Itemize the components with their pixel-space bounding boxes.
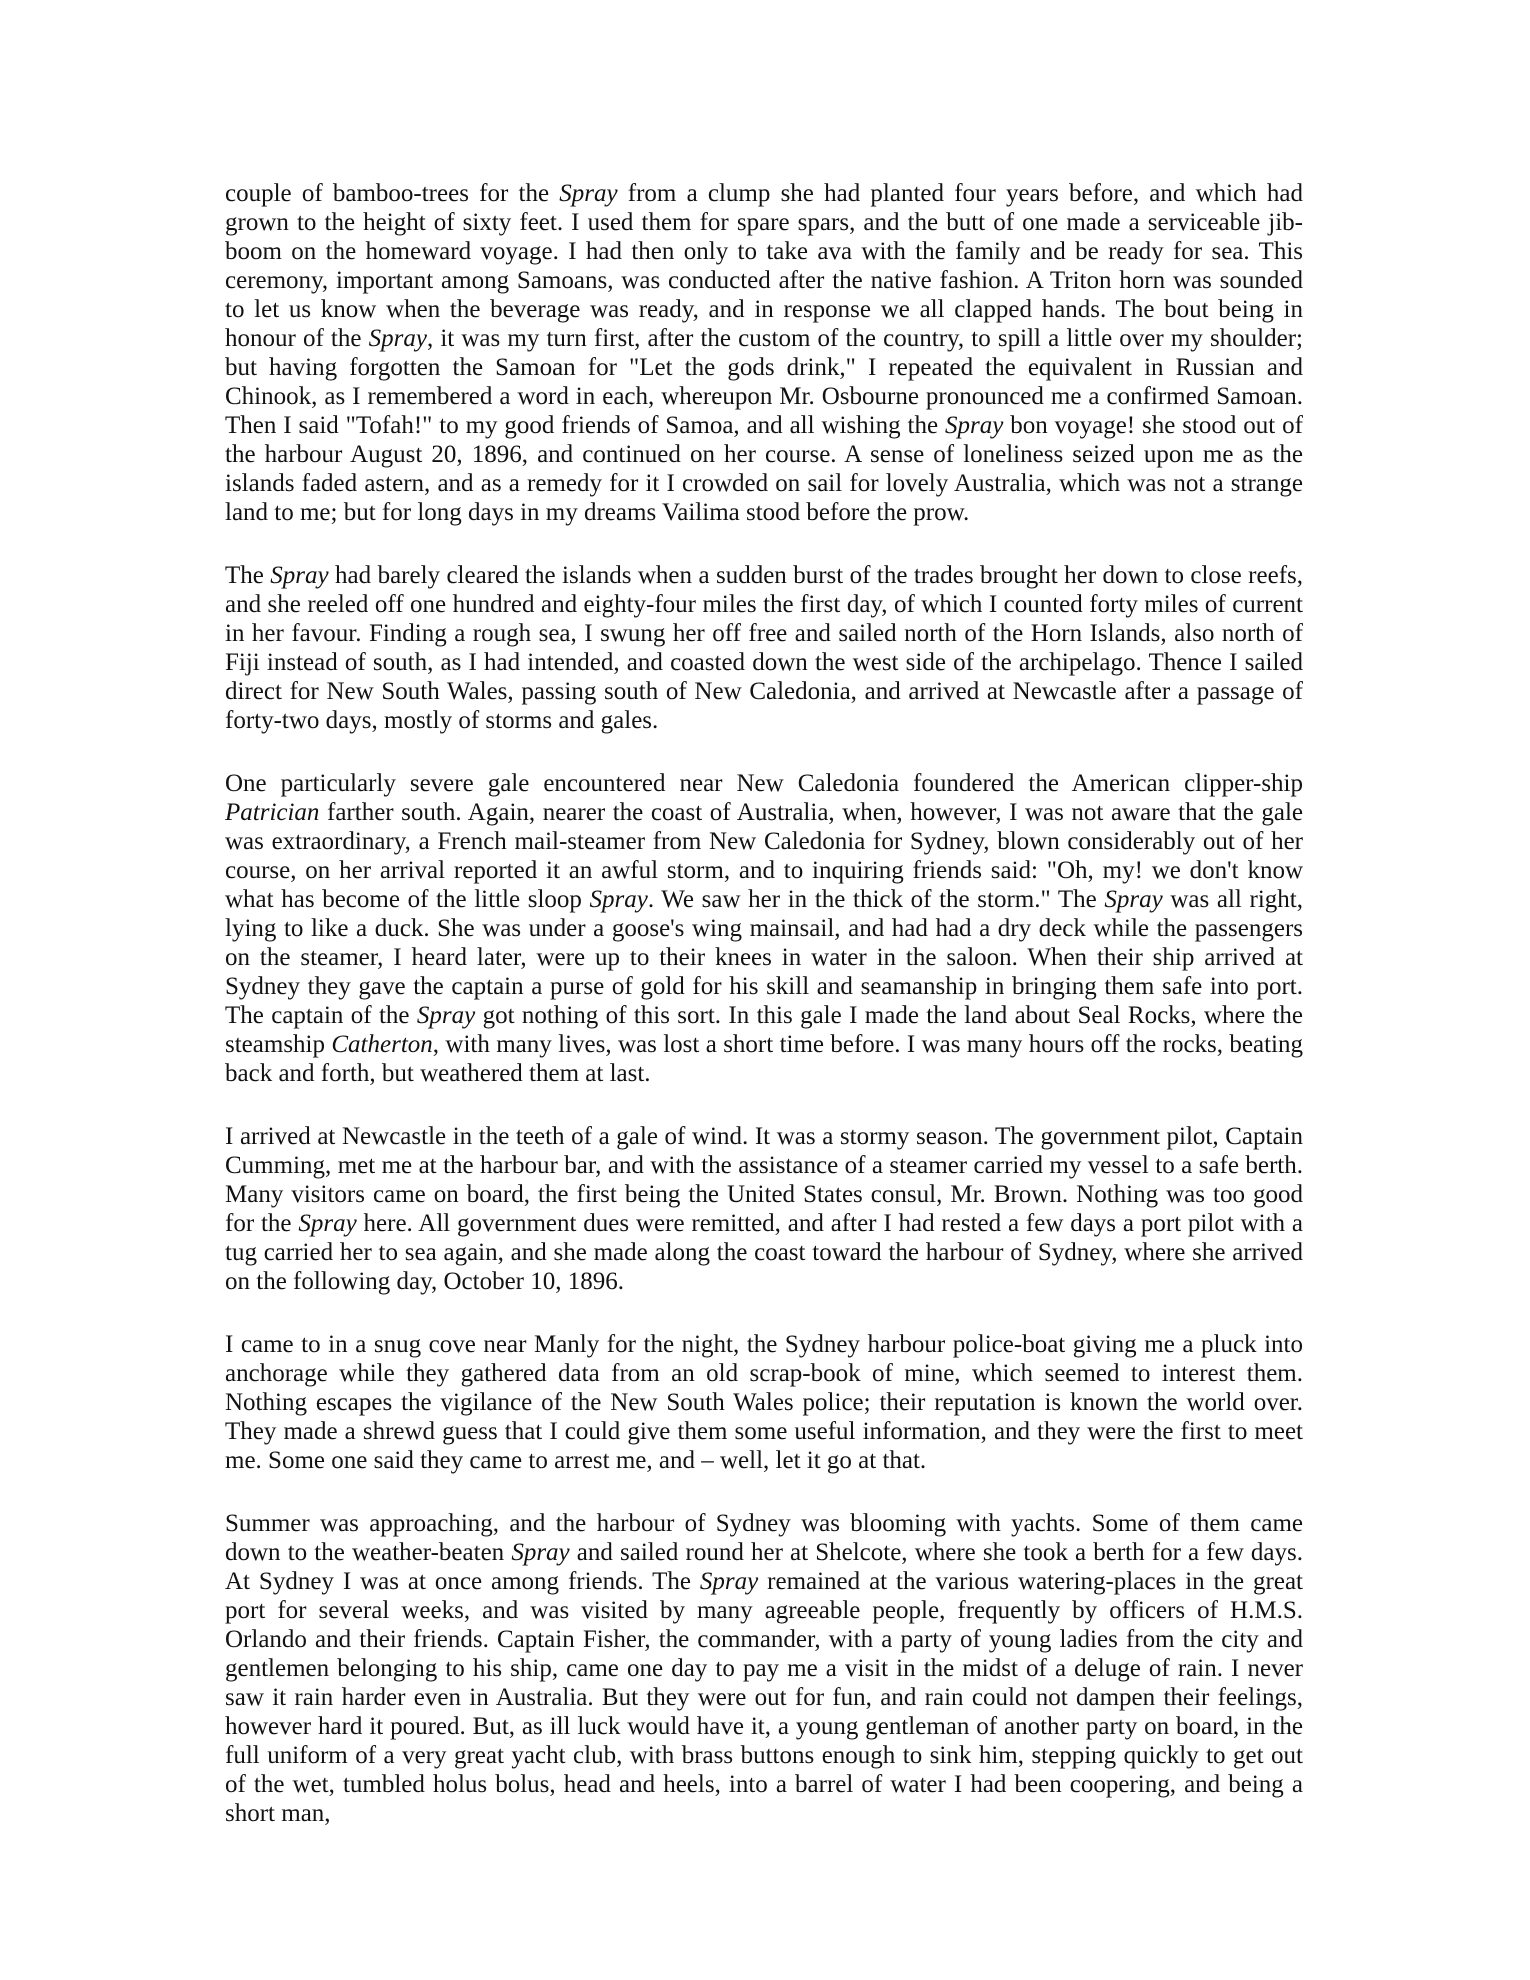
ship-name-italic: Spray [270,562,329,589]
text-run: The [225,562,271,589]
text-run: bon voyage! she stood out of the harbour August 20, 1896, and continued on her course. A sense of loneliness seized upon me as the islands faded astern, and as a remedy for it I crowded on sail for lovely Australia, which was not a strange land to me; but for long days in my dreams Vailima stood before the prow. [225,412,1303,526]
ship-name-italic: Spray [699,1568,759,1595]
ship-name-italic: Spray [298,1210,357,1237]
paragraph [225,769,1303,1088]
ship-name-italic: Spray [368,325,427,352]
text-run: One particularly severe gale encountered near New Caledonia foundered the American clipper-ship [225,770,1303,797]
text-run: I arrived at Newcastle in the teeth of a gale of wind. It was a stormy season. The government pilot, Captain Cumming, met me at the harbour bar, and with the assistance of a steamer carried my vessel to a safe berth. Many visitors came on board, the first being the United States consul, Mr. Brown. Nothing was too good for the [225,1123,1303,1237]
ship-name-italic: Spray [944,412,1004,439]
ship-name-italic: Spray [1104,886,1163,913]
ship-name-italic: Catherton [331,1031,433,1058]
ship-name-italic: Spray [559,180,618,207]
text-run: from a clump she had planted four years before, and which had grown to the height of sixty feet. I used them for spare spars, and the butt of one made a serviceable jib-boom on the homeward voyage. I had then only to take ava with the family and be ready for sea. This ceremony, important among Samoans, was conducted after the native fashion. A Triton horn was sounded to let us know when the beverage was ready, and in response we all clapped hands. The bout being in honour of the [225,180,1304,352]
text-run: I came to in a snug cove near Manly for the night, the Sydney harbour police-boat giving me a pluck into anchorage while they gathered data from an old scrap-book of mine, which seemed to interest them. Nothing escapes the vigilance of the New South Wales police; their reputation is known the world over. They made a shrewd guess that I could give them some useful information, and they were the first to meet me. Some one said they came to arrest me, and – well, let it go at that. [225,1331,1303,1474]
text-run: remained at the various watering-places in the great port for several weeks, and was visited by many agreeable people, frequently by officers of H.M.S. Orlando and their friends. Captain Fisher, the commander, with a party of young ladies from the city and gentlemen belonging to his ship, came one day to pay me a visit in the midst of a deluge of rain. I never saw it rain harder even in Australia. But they were out for fun, and rain could not dampen their feelings, however hard it poured. But, as ill luck would have it, a young gentleman of another party on board, in the full uniform of a very great yacht club, with brass buttons enough to sink him, stepping quickly to get out of the wet, tumbled holus bolus, head and heels, into a barrel of water I had been coopering, and being a short man, [225,1568,1303,1827]
text-run: had barely cleared the islands when a sudden burst of the trades brought her down to close reefs, and she reeled off one hundred and eighty-four miles the first day, of which I counted forty miles of current in her favour. Finding a rough sea, I swung her off free and sailed north of the Horn Islands, also north of Fiji instead of south, as I had intended, and coasted down the west side of the archipelago. Thence I sailed direct for New South Wales, passing south of New Caledonia, and arrived at Newcastle after a passage of forty-two days, mostly of storms and gales. [225,562,1303,734]
ship-name-italic: Spray [589,886,648,913]
text-run: couple of bamboo-trees for the [225,180,560,207]
ship-name-italic: Spray [416,1002,476,1029]
text-column [225,179,1303,1828]
ship-name-italic: Spray [511,1539,570,1566]
paragraph [225,561,1303,735]
text-run: was all right, lying to like a duck. She was under a goose's wing mainsail, and had had a dry deck while the passengers on the steamer, I heard later, were up to their knees in water in the saloon. When their ship arrived at Sydney they gave the captain a purse of gold for his skill and seamanship in bringing them safe into port. The captain of the [225,886,1303,1029]
text-run: and sailed round her at Shelcote, where she took a berth for a few days. At Sydney I was at once among friends. The [225,1539,1303,1595]
text-run: , with many lives, was lost a short time before. I was many hours off the rocks, beating back and forth, but weathered them at last. [225,1031,1303,1087]
text-run: farther south. Again, nearer the coast of Australia, when, however, I was not aware that the gale was extraordinary, a French mail-steamer from New Caledonia for Sydney, blown considerably out of her course, on her arrival reported it an awful storm, and to inquiring friends said: "Oh, my! we don't know what has become of the little sloop [225,799,1303,913]
paragraph [225,1330,1303,1475]
paragraph [225,1509,1303,1828]
text-run: . We saw her in the thick of the storm." The [647,886,1105,913]
paragraph [225,179,1303,527]
text-run: here. All government dues were remitted, and after I had rested a few days a port pilot with a tug carried her to sea again, and she made along the coast toward the harbour of Sydney, where she arrived on the following day, October 10, 1896. [225,1210,1303,1295]
ship-name-italic: Patrician [225,799,320,826]
text-run: , it was my turn first, after the custom of the country, to spill a little over my shoulder; but having forgotten the Samoan for "Let the gods drink," I repeated the equivalent in Russian and Chinook, as I remembered a word in each, whereupon Mr. Osbourne pronounced me a confirmed Samoan. Then I said "Tofah!" to my good friends of Samoa, and all wishing the [225,325,1303,439]
paragraph [225,1122,1303,1296]
text-run: got nothing of this sort. In this gale I made the land about Seal Rocks, where the steamship [225,1002,1303,1058]
text-run: Summer was approaching, and the harbour of Sydney was blooming with yachts. Some of them came down to the weather-beaten [225,1510,1303,1566]
